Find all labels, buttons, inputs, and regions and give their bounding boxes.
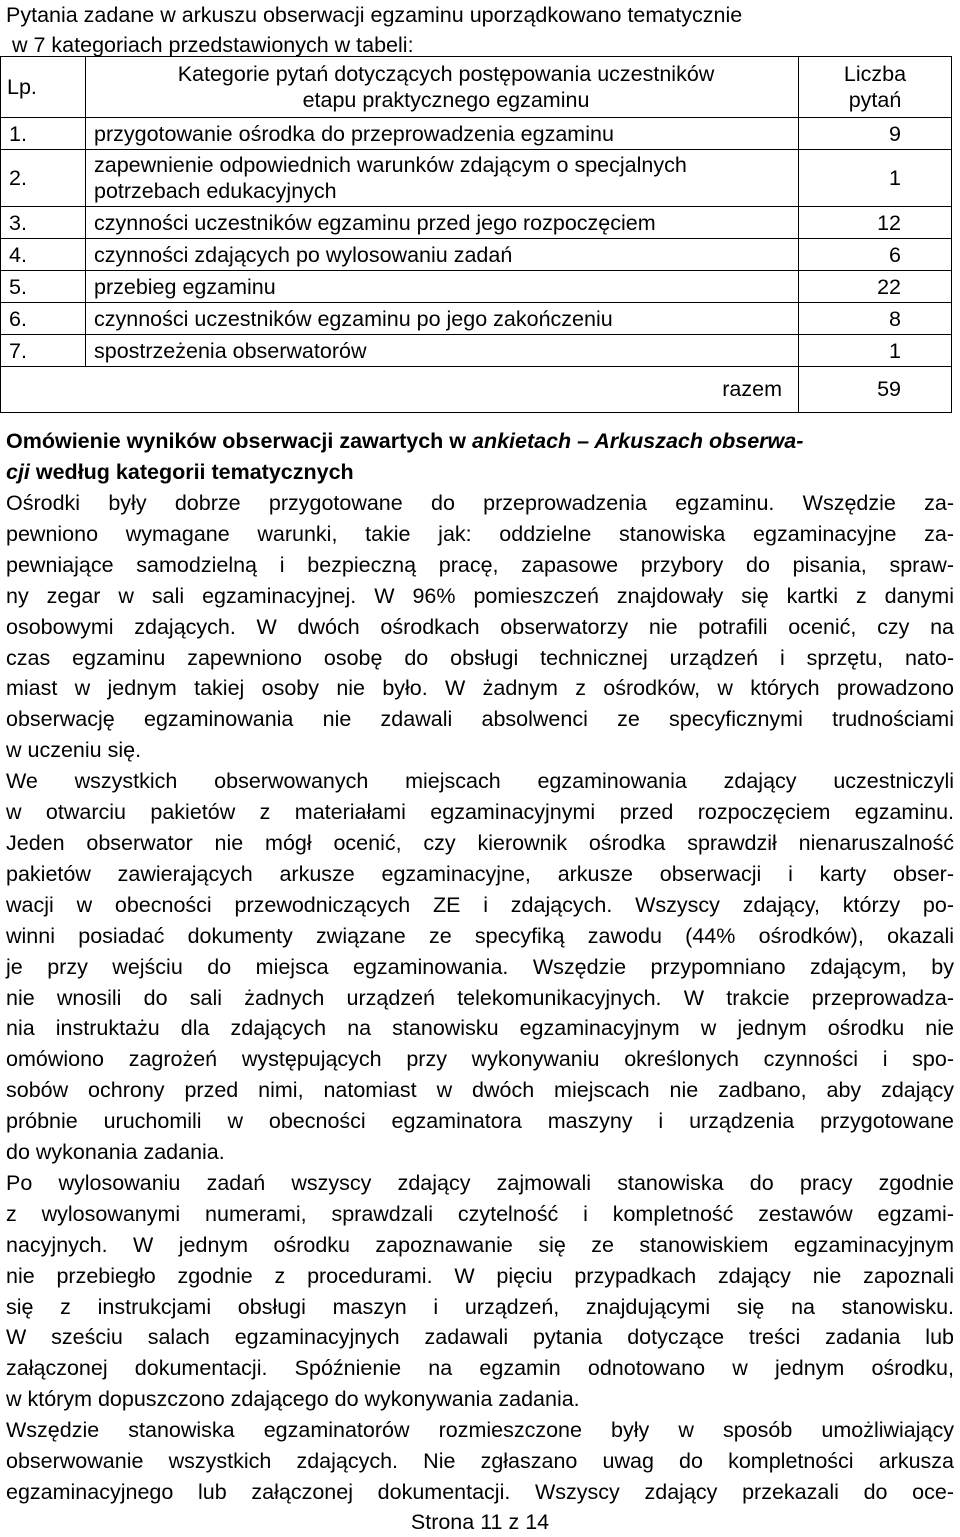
text-line: pewniające samodzielną i bezpieczną pracę, zapasowe przybory do pisania, spraw- (6, 552, 954, 577)
row-count: 12 (799, 207, 952, 239)
text-line: nie przebiegło zgodnie z procedurami. W pięciu przypadkach zdający nie zapoznali (6, 1263, 954, 1288)
text-line: się z instrukcjami obsługi maszyn i urządzeń, znajdującymi się na stanowisku. (6, 1294, 954, 1319)
header-category-line-2: etapu praktycznego egzaminu (302, 88, 590, 112)
text-line: obserwowanie wszystkich zdających. Nie zgłaszano uwag do kompletności arkusza (6, 1449, 954, 1474)
table-row (1, 118, 952, 150)
text-line: We wszystkich obserwowanych miejscach egzaminowania zdający uczestniczyli (6, 769, 954, 794)
paragraph (6, 766, 954, 1168)
text-line: wacji w obecności przewodniczących ZE i zdających. Wszyscy zdający, którzy po- (6, 892, 954, 917)
row-category-line-2: potrzebach edukacyjnych (94, 179, 337, 203)
table-row (1, 303, 952, 335)
text-line: obserwację egzaminowania nie zdawali absolwenci ze specyficznymi trudnościami (6, 707, 954, 732)
table-row (1, 239, 952, 271)
text-line: do wykonania zadania. (6, 1140, 225, 1165)
section-heading-italic-1: ankietach – Arkuszach obserwa- (471, 429, 804, 453)
table-total-row (1, 367, 952, 413)
section-heading-part-1: Omówienie wyników obserwacji zawartych w (6, 429, 472, 453)
row-lp: 3. (1, 207, 86, 239)
categories-table (0, 56, 952, 413)
text-line: osobowymi zdających. W dwóch ośrodkach obserwatorzy nie potrafili ocenić, czy na (6, 614, 954, 639)
header-count (799, 57, 952, 118)
text-line: pakietów zawierających arkusze egzaminacyjne, arkusze obserwacji i karty obser- (6, 861, 954, 886)
section-heading (6, 426, 950, 488)
table-row (1, 207, 952, 239)
text-line: nia instruktażu dla zdających na stanowisku egzaminacyjnym w jednym ośrodku nie (6, 1016, 954, 1041)
header-lp: Lp. (1, 57, 86, 118)
row-count: 6 (799, 239, 952, 271)
text-line: winni posiadać dokumenty związane ze specyfiką zawodu (44% ośrodków), okazali (6, 923, 954, 948)
row-count: 22 (799, 271, 952, 303)
text-line: w którym dopuszczono zdającego do wykonywania zadania. (6, 1387, 580, 1412)
row-lp: 1. (1, 118, 86, 150)
row-lp: 4. (1, 239, 86, 271)
text-line: załączonej dokumentacji. Spóźnienie na egzamin odnotowano w jednym ośrodku, (6, 1356, 954, 1381)
text-line: W sześciu salach egzaminacyjnych zadawali pytania dotyczące treści zadania lub (6, 1325, 954, 1350)
row-category: czynności zdających po wylosowaniu zadań (86, 239, 799, 271)
text-line: miast w jednym takiej osoby nie było. W żadnym z ośrodków, w których prowadzono (6, 676, 954, 701)
paragraph (6, 488, 954, 766)
text-line: omówiono zagrożeń występujących przy wykonywaniu określonych czynności i spo- (6, 1047, 954, 1072)
row-category-line-1: zapewnienie odpowiednich warunków zdającym o specjalnych (94, 153, 687, 177)
text-line: z wylosowanymi numerami, sprawdzali czytelność i kompletność zestawów egzami- (6, 1201, 954, 1226)
table-header-row (1, 57, 952, 118)
row-category: przygotowanie ośrodka do przeprowadzenia egzaminu (86, 118, 799, 150)
header-count-line-2: pytań (848, 88, 902, 112)
intro-line-2: w 7 kategoriach przedstawionych w tabeli: (12, 33, 414, 57)
text-line: Wszędzie stanowiska egzaminatorów rozmieszczone były w sposób umożliwiający (6, 1418, 954, 1443)
text-line: Po wylosowaniu zadań wszyscy zdający zajmowali stanowiska do pracy zgodnie (6, 1170, 954, 1195)
table-row (1, 150, 952, 207)
row-category: czynności uczestników egzaminu przed jego rozpoczęciem (86, 207, 799, 239)
row-category: czynności uczestników egzaminu po jego zakończeniu (86, 303, 799, 335)
total-value: 59 (799, 367, 952, 413)
row-lp: 2. (1, 150, 86, 207)
row-lp: 6. (1, 303, 86, 335)
text-line: w uczeniu się. (6, 738, 142, 763)
text-line: czas egzaminu zapewniono osobę do obsługi technicznej urządzeń i sprzętu, nato- (6, 645, 954, 670)
section-heading-italic-2: cji (6, 460, 30, 484)
total-label: razem (1, 367, 799, 413)
intro-text (6, 0, 946, 60)
row-category (86, 150, 799, 207)
row-lp: 7. (1, 335, 86, 367)
text-line: nie wnosili do sali żadnych urządzeń telekomunikacyjnych. W trakcie przeprowadza- (6, 985, 954, 1010)
row-lp: 5. (1, 271, 86, 303)
header-count-line-1: Liczba (843, 62, 907, 86)
text-line: Jeden obserwator nie mógł ocenić, czy kierownik ośrodka sprawdził nienaruszalność (6, 830, 954, 855)
row-count: 8 (799, 303, 952, 335)
body-text (6, 488, 954, 1508)
text-line: pewniono wymagane warunki, takie jak: oddzielne stanowiska egzaminacyjne za- (6, 521, 954, 546)
text-line: Ośrodki były dobrze przygotowane do przeprowadzenia egzaminu. Wszędzie za- (6, 491, 954, 515)
header-category-line-1: Kategorie pytań dotyczących postępowania uczestników (177, 62, 715, 86)
text-line: nacyjnych. W jednym ośrodku zapoznawanie się ze stanowiskiem egzaminacyjnym (6, 1232, 954, 1257)
row-category: przebieg egzaminu (86, 271, 799, 303)
row-category: spostrzeżenia obserwatorów (86, 335, 799, 367)
section-heading-part-2: według kategorii tematycznych (29, 460, 354, 484)
text-line: je przy wejściu do miejsca egzaminowania. Wszędzie przypomniano zdającym, by (6, 954, 954, 979)
text-line: ny zegar w sali egzaminacyjnej. W 96% pomieszczeń znajdowały się kartki z danymi (6, 583, 954, 608)
paragraph (6, 1168, 954, 1415)
text-line: egzaminacyjnego lub załączonej dokumentacji. Wszyscy zdający przekazali do oce- (6, 1480, 954, 1504)
page-footer: Strona 11 z 14 (410, 1510, 550, 1534)
table-row (1, 335, 952, 367)
header-category (86, 57, 799, 118)
row-count: 9 (799, 118, 952, 150)
text-line: sobów ochrony przed nimi, natomiast w dwóch miejscach nie zadbano, aby zdający (6, 1078, 954, 1103)
intro-line-1: Pytania zadane w arkuszu obserwacji egzaminu uporządkowano tematycznie (6, 3, 743, 27)
table-row (1, 271, 952, 303)
paragraph (6, 1415, 954, 1508)
text-line: próbnie uruchomili w obecności egzaminatora maszyny i urządzenia przygotowane (6, 1109, 954, 1134)
text-line: w otwarciu pakietów z materiałami egzaminacyjnymi przed rozpoczęciem egzaminu. (6, 800, 954, 825)
row-count: 1 (799, 150, 952, 207)
row-count: 1 (799, 335, 952, 367)
